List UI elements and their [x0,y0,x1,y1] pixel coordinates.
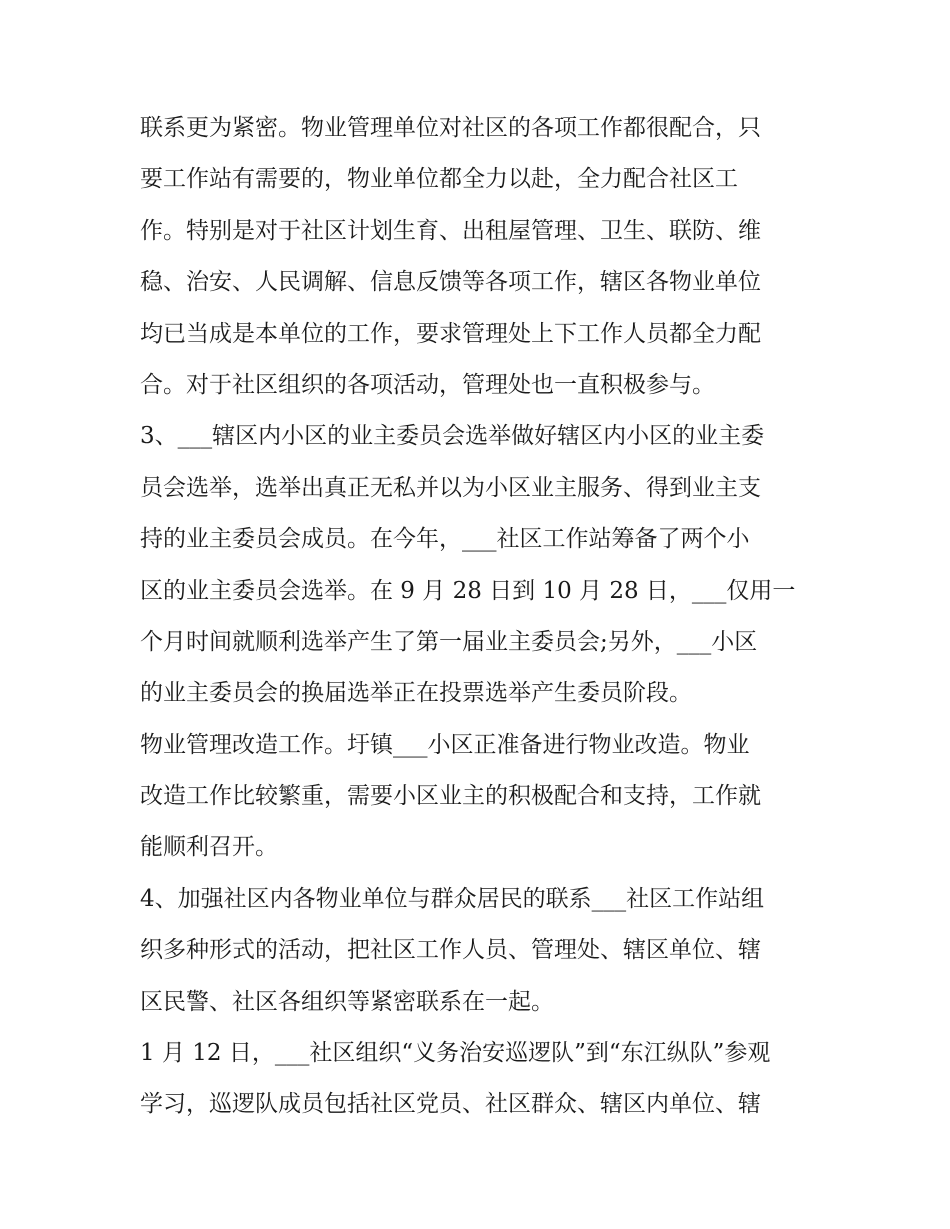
text-line: 的业主委员会的换届选举正在投票选举产生委员阶段。 [140,680,692,707]
text-line: 持的业主委员会成员。在今年，___社区工作站筹备了两个小 [140,526,750,553]
text-line: 合。对于社区组织的各项活动，管理处也一直积极参与。 [140,371,715,398]
text-line: 区的业主委员会选举。在 9 月 28 日到 10 月 28 日，___仅用一 [140,577,796,604]
body-text [140,103,820,1131]
text-line: 均已当成是本单位的工作，要求管理处上下工作人员都全力配 [140,320,761,347]
text-line: 4、加强社区内各物业单位与群众居民的联系___社区工作站组 [140,885,765,912]
text-line: 物业管理改造工作。圩镇___小区正准备进行物业改造。物业 [140,731,750,758]
text-line: 改造工作比较繁重，需要小区业主的积极配合和支持，工作就 [140,783,761,810]
text-line: 稳、治安、人民调解、信息反馈等各项工作，辖区各物业单位 [140,269,761,296]
text-line: 织多种形式的活动，把社区工作人员、管理处、辖区单位、辖 [140,937,761,964]
text-line: 3、___辖区内小区的业主委员会选举做好辖区内小区的业主委 [140,423,765,450]
text-line: 能顺利召开。 [140,834,278,861]
text-line: 1 月 12 日，___社区组织“义务治安巡逻队”到“东江纵队”参观 [140,1040,771,1067]
text-line: 员会选举，选举出真正无私并以为小区业主服务、得到业主支 [140,474,761,501]
text-line: 要工作站有需要的，物业单位都全力以赴，全力配合社区工 [140,166,738,193]
text-line: 联系更为紧密。物业管理单位对社区的各项工作都很配合，只 [140,115,761,141]
text-line: 学习，巡逻队成员包括社区党员、社区群众、辖区内单位、辖 [140,1091,761,1118]
text-line: 作。特别是对于社区计划生育、出租屋管理、卫生、联防、维 [140,217,761,244]
text-line: 个月时间就顺利选举产生了第一届业主委员会;另外，___小区 [140,628,758,655]
text-line: 区民警、社区各组织等紧密联系在一起。 [140,988,554,1015]
